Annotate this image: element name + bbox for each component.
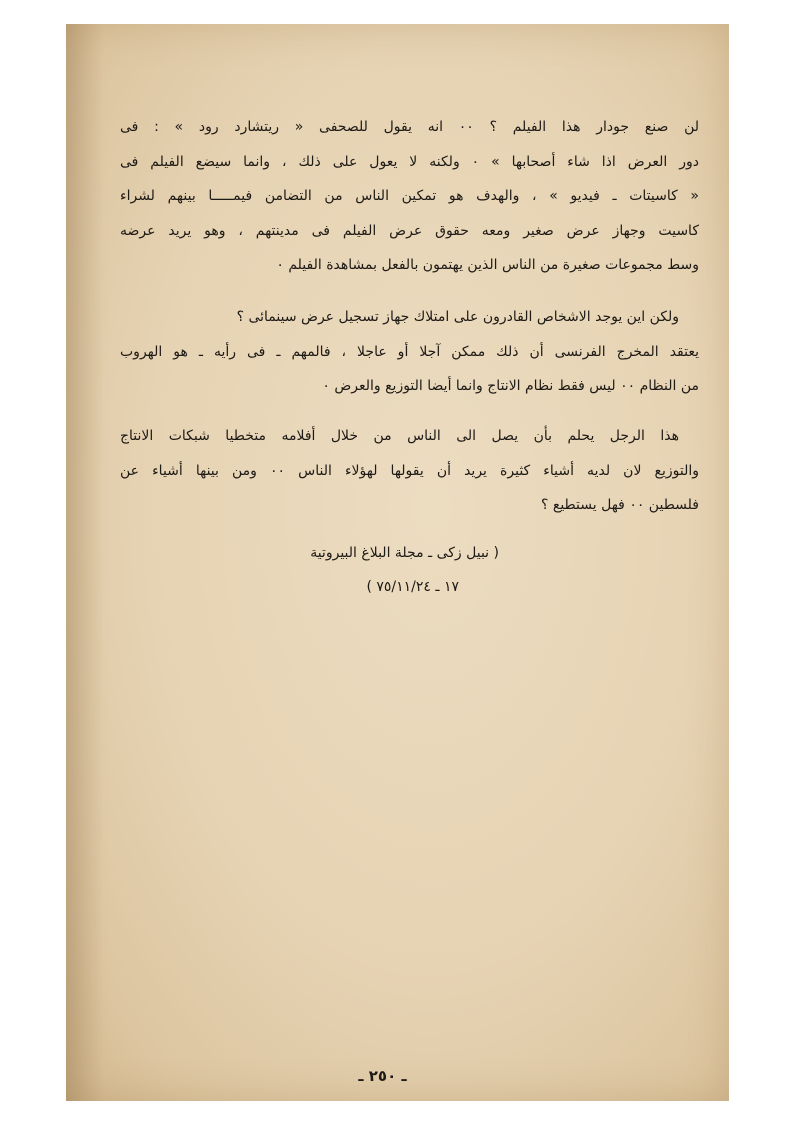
scanned-page bbox=[66, 24, 729, 1101]
paragraph-line: من النظام ٠٠ ليس فقط نظام الانتاج وانما أيضا التوزيع والعرض ٠ bbox=[322, 378, 699, 394]
paragraph-line: وسط مجموعات صغيرة من الناس الذين يهتمون بالفعل بمشاهدة الفيلم ٠ bbox=[276, 257, 699, 273]
page-number: ـ ٢٥٠ ـ bbox=[358, 1067, 407, 1085]
paragraph-line: ولكن اين يوجد الاشخاص القادرون على امتلاك جهاز تسجيل عرض سينمائى ؟ bbox=[236, 309, 679, 325]
paragraph-line: دور العرض اذا شاء أصحابها » ٠ ولكنه لا يعول على ذلك ، وانما سيضع الفيلم فى bbox=[120, 153, 699, 170]
paragraph-3 bbox=[120, 419, 699, 523]
paragraph-line: « كاسيتات ـ فيديو » ، والهدف هو تمكين الناس من التضامن فيمـــــا بينهم لشراء bbox=[120, 188, 699, 204]
paragraph-line: هذا الرجل يحلم بأن يصل الى الناس من خلال أفلامه متخطيا شبكات الانتاج bbox=[120, 428, 679, 444]
signature-source: ( نبيل زكى ـ مجلة البلاغ البيروتية bbox=[310, 545, 499, 561]
paragraph-line: لن صنع جودار هذا الفيلم ؟ ٠٠ انه يقول للصحفى « ريتشارد رود » : فى bbox=[120, 119, 699, 135]
signature-date: ١٧ ـ ٧٥/١١/٢٤ ) bbox=[366, 579, 459, 595]
paragraph-line: والتوزيع لان لديه أشياء كثيرة يريد أن يقولها لهؤلاء الناس ٠٠ ومن بينها أشياء عن bbox=[120, 462, 699, 479]
paragraph-line: فلسطين ٠٠ فهل يستطيع ؟ bbox=[541, 497, 699, 513]
paragraph-line: يعتقد المخرج الفرنسى أن ذلك ممكن آجلا أو عاجلا ، فالمهم ـ فى رأيه ـ هو الهروب bbox=[120, 343, 699, 360]
paragraph-2 bbox=[120, 300, 699, 404]
paragraph-1 bbox=[120, 110, 699, 283]
paragraph-line: كاسيت وجهاز عرض صغير ومعه حقوق عرض الفيلم فى مدينتهم ، وهو يريد عرضه bbox=[120, 222, 699, 239]
